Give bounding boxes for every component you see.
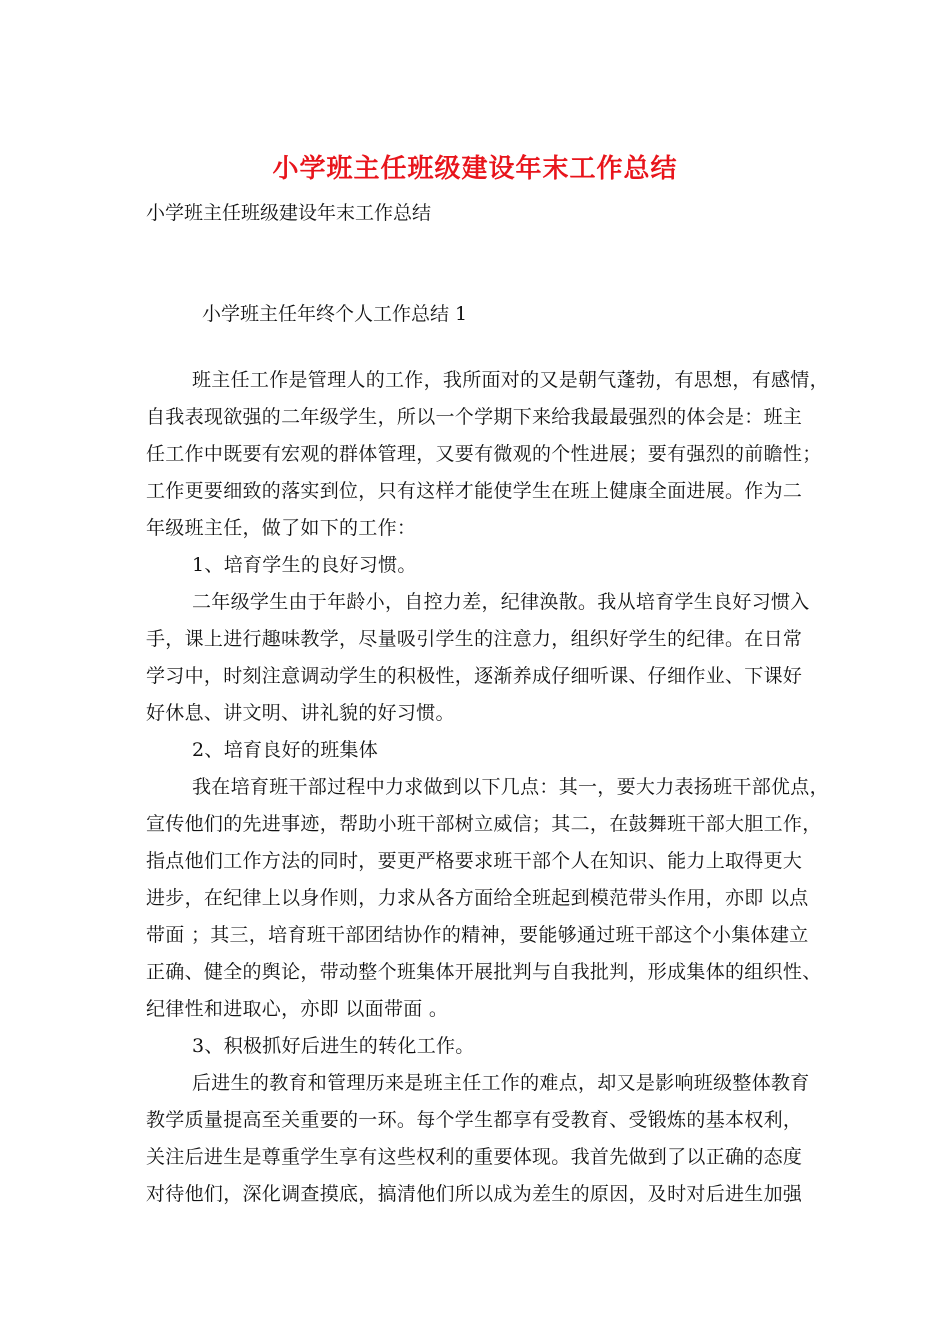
body-line: 二年级学生由于年龄小，自控力差，纪律涣散。我从培育学生良好习惯入 [192, 591, 810, 613]
body-line: 手，课上进行趣味教学，尽量吸引学生的注意力，组织好学生的纪律。在日常 [146, 628, 803, 650]
body-line: 工作更要细致的落实到位，只有这样才能使学生在班上健康全面进展。作为二 [146, 480, 803, 502]
body-line: 3、积极抓好后进生的转化工作。 [192, 1035, 475, 1057]
body-line: 好休息、讲文明、讲礼貌的好习惯。 [146, 702, 455, 724]
body-line: 对待他们，深化调查摸底，搞清他们所以成为差生的原因，及时对后进生加强 [146, 1183, 803, 1205]
body-line: 年级班主任，做了如下的工作： [146, 517, 417, 539]
body-line: 学习中，时刻注意调动学生的积极性，逐渐养成仔细听课、仔细作业、下课好 [146, 665, 803, 687]
body-line: 正确、健全的舆论，带动整个班集体开展批判与自我批判，形成集体的组织性、 [146, 961, 822, 983]
section-heading: 小学班主任年终个人工作总结 1 [202, 303, 468, 325]
body-line: 1、培育学生的良好习惯。 [192, 554, 417, 576]
body-line: 任工作中既要有宏观的群体管理，又要有微观的个性进展；要有强烈的前瞻性； [146, 443, 822, 465]
body-line: 宣传他们的先进事迹，帮助小班干部树立威信；其二，在鼓舞班干部大胆工作， [146, 813, 822, 835]
body-line: 带面 ；其三，培育班干部团结协作的精神，要能够通过班干部这个小集体建立 [146, 924, 809, 946]
body-line: 指点他们工作方法的同时，要更严格要求班干部个人在知识、能力上取得更大 [146, 850, 803, 872]
body-line: 自我表现欲强的二年级学生，所以一个学期下来给我最最强烈的体会是：班主 [146, 406, 803, 428]
body-line: 后进生的教育和管理历来是班主任工作的难点，却又是影响班级整体教育 [192, 1072, 810, 1094]
body-line: 纪律性和进取心，亦即 以面带面 。 [146, 998, 449, 1020]
document-subtitle: 小学班主任班级建设年末工作总结 [146, 202, 432, 224]
body-line: 班主任工作是管理人的工作，我所面对的又是朝气蓬勃，有思想，有感情， [192, 369, 829, 391]
body-line: 关注后进生是尊重学生享有这些权利的重要体现。我首先做到了以正确的态度 [146, 1146, 803, 1168]
body-line: 进步，在纪律上以身作则，力求从各方面给全班起到模范带头作用，亦即 以点 [146, 887, 809, 909]
body-line: 教学质量提高至关重要的一环。每个学生都享有受教育、受锻炼的基本权利， [146, 1109, 803, 1131]
body-line: 我在培育班干部过程中力求做到以下几点：其一，要大力表扬班干部优点， [192, 776, 829, 798]
document-title: 小学班主任班级建设年末工作总结 [272, 154, 678, 184]
body-line: 2、培育良好的班集体 [192, 739, 379, 761]
body-text [146, 362, 829, 1213]
